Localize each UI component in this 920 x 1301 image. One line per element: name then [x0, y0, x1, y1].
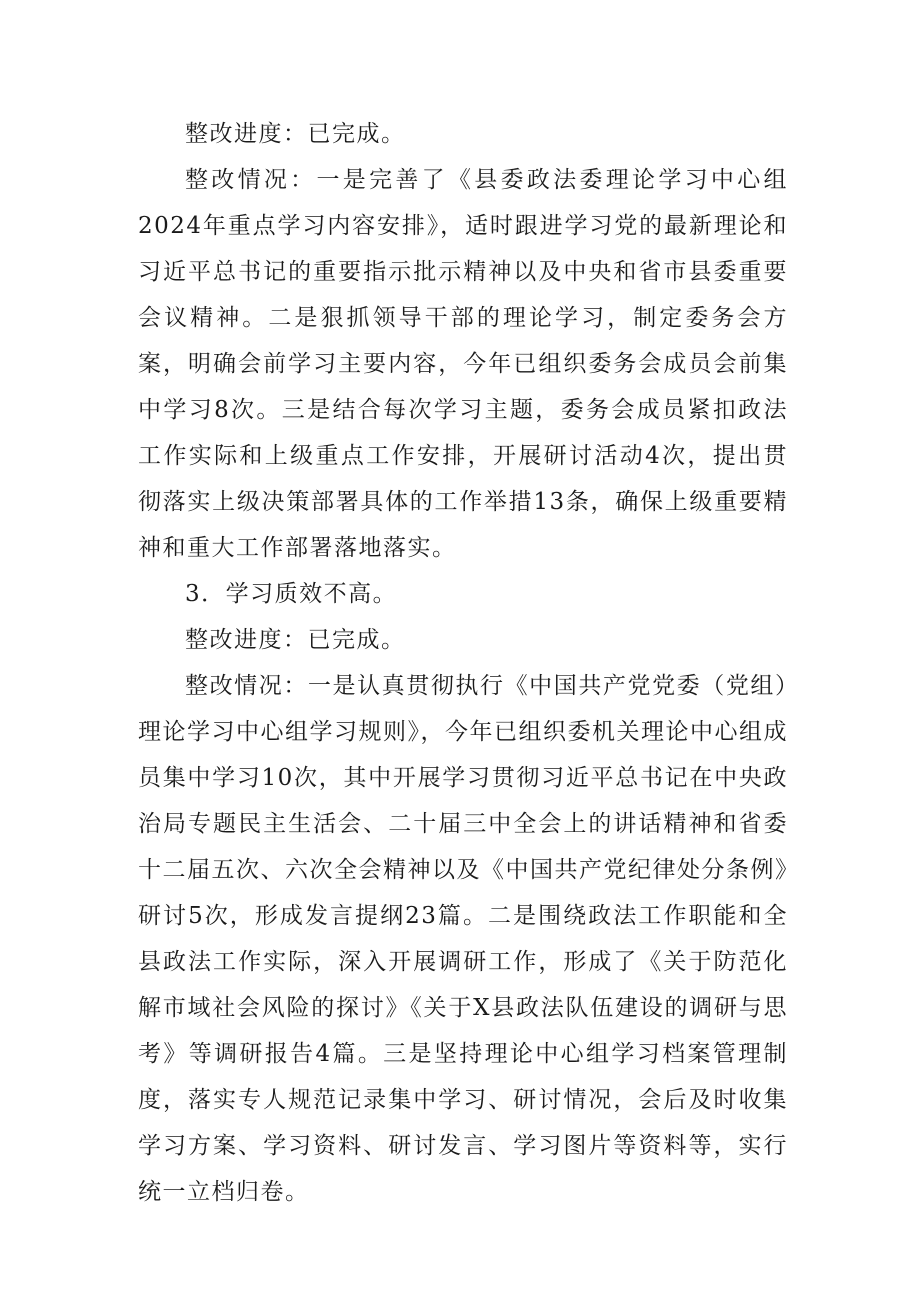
rectification-details-paragraph: 整改情况：一是认真贯彻执行《中国共产党党委（党组）理论学习中心组学习规则》，今年已组织委机关理论中心组成员集中学习10次，其中开展学习贯彻习近平总书记在中央政治局专题民主生活会、二十届三中全会上的讲话精神和省委十二届五次、六次全会精神以及《中国共产党纪律处分条例》研讨5次，形成发言提纲23篇。二是围绕政法工作职能和全县政法工作实际，深入开展调研工作，形成了《关于防范化解市域社会风险的探讨》《关于X县政法队伍建设的调研与思考》等调研报告4篇。三是坚持理论中心组学习档案管理制度，落实专人规范记录集中学习、研讨情况，会后及时收集学习方案、学习资料、研讨发言、学习图片等资料等，实行统一立档归卷。 [138, 673, 788, 1205]
progress-status-paragraph: 整改进度：已完成。 [185, 627, 406, 653]
document-body [138, 111, 788, 1215]
progress-status-paragraph: 整改进度：已完成。 [185, 121, 406, 147]
issue-heading: 3．学习质效不高。 [185, 581, 398, 607]
rectification-details-paragraph: 整改情况：一是完善了《县委政法委理论学习中心组2024年重点学习内容安排》，适时跟进学习党的最新理论和习近平总书记的重要指示批示精神以及中央和省市县委重要会议精神。二是狠抓领导干部的理论学习，制定委务会方案，明确会前学习主要内容，今年已组织委务会成员会前集中学习8次。三是结合每次学习主题，委务会成员紧扣政法工作实际和上级重点工作安排，开展研讨活动4次，提出贯彻落实上级决策部署具体的工作举措13条，确保上级重要精神和重大工作部署落地落实。 [138, 167, 788, 561]
